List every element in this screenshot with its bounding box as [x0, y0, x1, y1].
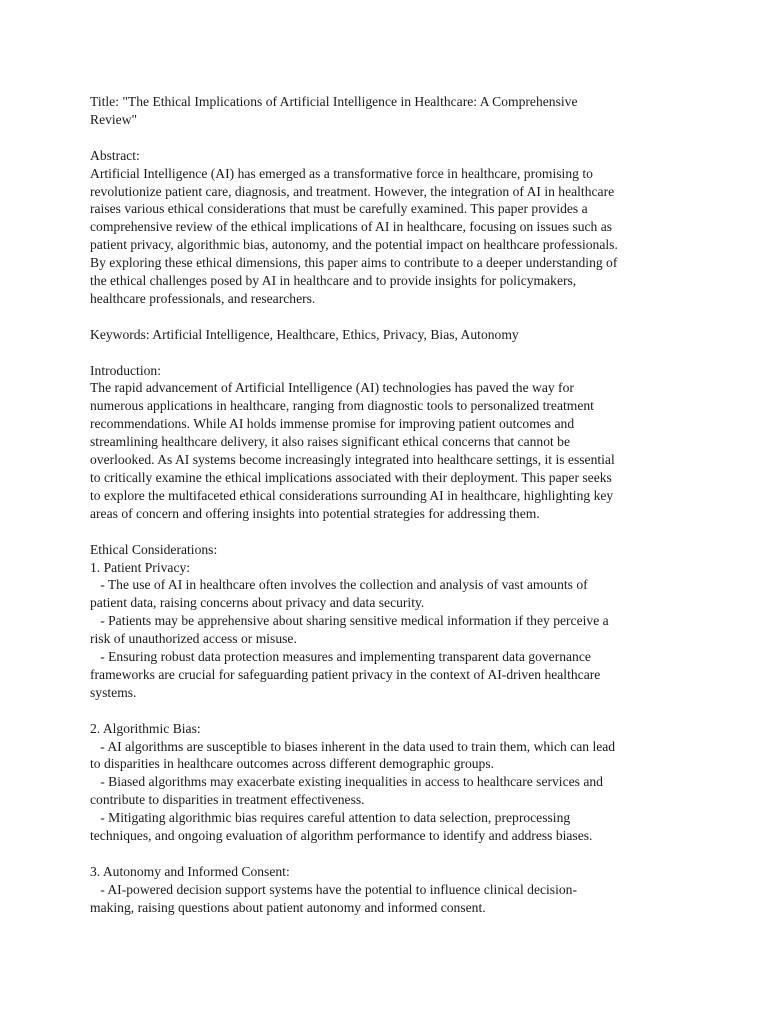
introduction-line: to critically examine the ethical implications associated with their deployment. This paper seeks	[90, 469, 612, 485]
abstract-line: the ethical challenges posed by AI in healthcare and to provide insights for policymakers,	[90, 273, 577, 289]
bias-line: - Mitigating algorithmic bias requires careful attention to data selection, preprocessing	[90, 810, 571, 826]
privacy-line: - Ensuring robust data protection measures and implementing transparent data governance	[90, 649, 591, 665]
abstract-heading: Abstract:	[90, 147, 140, 163]
privacy-line: systems.	[90, 684, 137, 700]
bias-line: contribute to disparities in treatment effectiveness.	[90, 792, 365, 808]
privacy-line: patient data, raising concerns about privacy and data security.	[90, 595, 425, 611]
keywords-line: Keywords: Artificial Intelligence, Healthcare, Ethics, Privacy, Bias, Autonomy	[90, 326, 519, 342]
patient-privacy-heading: 1. Patient Privacy:	[90, 559, 191, 575]
introduction-line: The rapid advancement of Artificial Intelligence (AI) technologies has paved the way for	[90, 380, 574, 396]
abstract-line: revolutionize patient care, diagnosis, and treatment. However, the integration of AI in healthcare	[90, 183, 615, 199]
introduction-line: overlooked. As AI systems become increasingly integrated into healthcare settings, it is essential	[90, 452, 615, 468]
privacy-line: risk of unauthorized access or misuse.	[90, 631, 297, 647]
autonomy-line: making, raising questions about patient autonomy and informed consent.	[90, 899, 486, 915]
title-line: Review"	[90, 111, 138, 127]
introduction-heading: Introduction:	[90, 362, 161, 378]
introduction-line: recommendations. While AI holds immense promise for improving patient outcomes and	[90, 416, 575, 432]
introduction-line: to explore the multifaceted ethical considerations surrounding AI in healthcare, highlighting key	[90, 487, 614, 503]
title-line: Title: "The Ethical Implications of Artificial Intelligence in Healthcare: A Comprehensive	[90, 94, 578, 109]
privacy-line: - Patients may be apprehensive about sharing sensitive medical information if they perceive a	[90, 613, 609, 629]
abstract-block	[90, 147, 690, 308]
bias-line: - Biased algorithms may exacerbate existing inequalities in access to healthcare services and	[90, 774, 603, 790]
abstract-line: Artificial Intelligence (AI) has emerged as a transformative force in healthcare, promising to	[90, 165, 593, 181]
autonomy-block	[90, 863, 690, 917]
autonomy-line: - AI-powered decision support systems have the potential to influence clinical decision-	[90, 881, 577, 897]
privacy-line: frameworks are crucial for safeguarding patient privacy in the context of AI-driven healthcare	[90, 666, 601, 682]
abstract-line: healthcare professionals, and researchers.	[90, 290, 316, 306]
introduction-line: numerous applications in healthcare, ranging from diagnostic tools to personalized treatment	[90, 398, 594, 414]
algorithmic-bias-heading: 2. Algorithmic Bias:	[90, 720, 201, 736]
abstract-line: comprehensive review of the ethical implications of AI in healthcare, focusing on issues such as	[90, 219, 613, 235]
introduction-line: streamlining healthcare delivery, it also raises significant ethical concerns that cannot be	[90, 434, 571, 450]
bias-line: - AI algorithms are susceptible to biases inherent in the data used to train them, which can lead	[90, 738, 616, 754]
privacy-line: - The use of AI in healthcare often involves the collection and analysis of vast amounts of	[90, 577, 588, 593]
autonomy-heading: 3. Autonomy and Informed Consent:	[90, 863, 290, 879]
ethical-considerations-heading: Ethical Considerations:	[90, 541, 218, 557]
abstract-line: patient privacy, algorithmic bias, autonomy, and the potential impact on healthcare professionals.	[90, 237, 618, 253]
keywords-block	[90, 326, 690, 344]
algorithmic-bias-block	[90, 720, 690, 845]
abstract-line: By exploring these ethical dimensions, this paper aims to contribute to a deeper understanding of	[90, 255, 618, 271]
bias-line: to disparities in healthcare outcomes across different demographic groups.	[90, 756, 495, 772]
document-page	[90, 93, 690, 934]
bias-line: techniques, and ongoing evaluation of algorithm performance to identify and address biases.	[90, 828, 593, 844]
abstract-line: raises various ethical considerations that must be carefully examined. This paper provides a	[90, 201, 588, 217]
introduction-block	[90, 362, 690, 523]
introduction-line: areas of concern and offering insights into potential strategies for addressing them.	[90, 505, 540, 521]
ethical-privacy-block	[90, 541, 690, 702]
title-block	[90, 93, 690, 129]
